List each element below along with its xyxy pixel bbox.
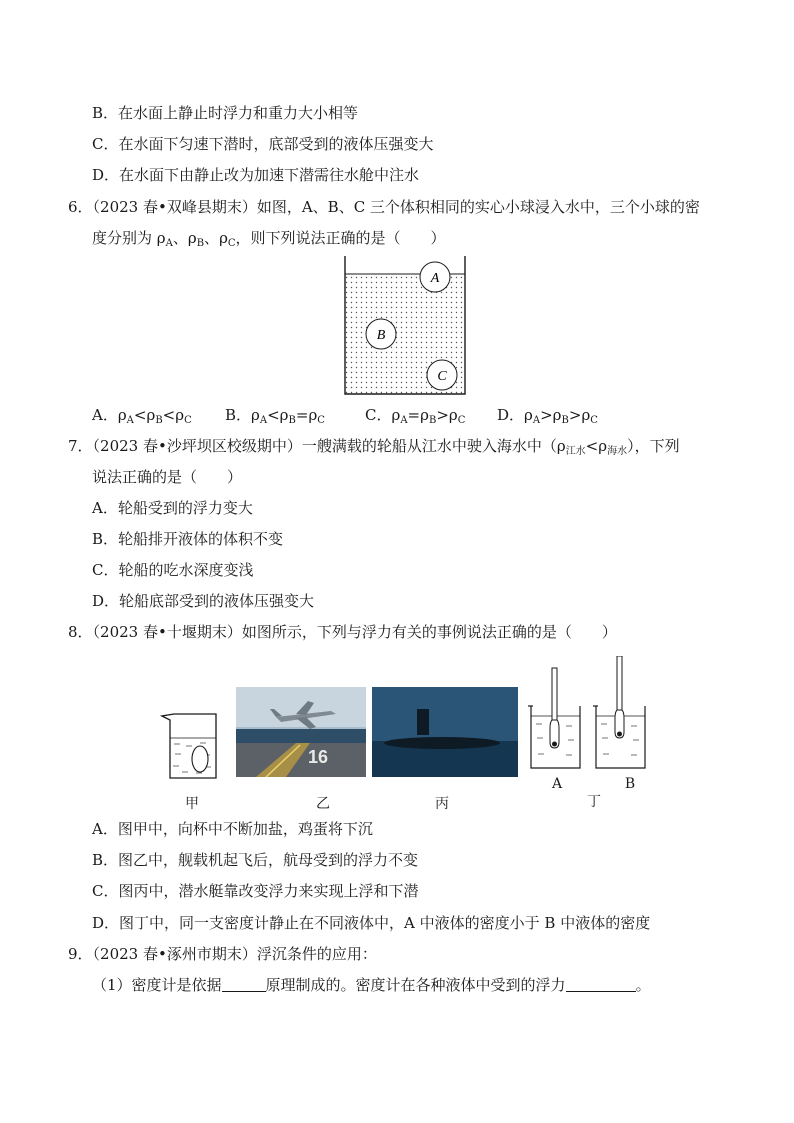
q7-stem-line1: 7．（2023 春•沙坪坝区校级期中）一艘满载的轮船从江水中驶入海水中$(\rho_{江水}<\rho_{海水})$，下列 xyxy=(68,437,680,457)
q7-option-a: A．轮船受到的浮力变大 xyxy=(92,499,253,517)
ball-b-label: B xyxy=(376,328,386,343)
q7-option-c: C．轮船的吃水深度变浅 xyxy=(92,561,254,579)
q6-option-c: C．$\rho_A=\rho_B>\rho_C$ xyxy=(365,406,466,426)
fig-ding-label-b: B xyxy=(624,776,636,792)
q6-stem-line1: 6．（2023 春•双峰县期末）如图，A、B、C 三个体积相同的实心小球浸入水中，三个小球的密 xyxy=(68,198,700,216)
hydrometer-b xyxy=(615,656,624,738)
caption-jia: 甲 xyxy=(185,796,199,812)
egg-icon xyxy=(192,746,208,772)
q8-option-b: B．图乙中，舰载机起飞后，航母受到的浮力不变 xyxy=(92,851,419,869)
q8-stem: 8．（2023 春•十堰期末）如图所示，下列与浮力有关的事例说法正确的是（ ） xyxy=(68,623,617,641)
fig-ding-label-a: A xyxy=(551,776,563,792)
q8-option-c: C．图丙中，潜水艇靠改变浮力来实现上浮和下潜 xyxy=(92,882,419,900)
q9-stem: 9．（2023 春•涿州市期末）浮沉条件的应用： xyxy=(68,945,377,963)
q6-option-a: A．$\rho_A<\rho_B<\rho_C$ xyxy=(92,406,192,426)
q7-option-b: B．轮船排开液体的体积不变 xyxy=(92,530,284,548)
q5-option-d: D．在水面下由静止改为加速下潜需往水舱中注水 xyxy=(92,166,420,184)
q9-blank-2[interactable] xyxy=(566,977,636,992)
ball-c-label: C xyxy=(437,369,447,384)
q7-option-d: D．轮船底部受到的液体压强变大 xyxy=(92,592,315,610)
q6-option-d: D．$\rho_A>\rho_B>\rho_C$ xyxy=(497,406,598,426)
q7-stem-line2: 说法正确的是（ ） xyxy=(92,468,243,486)
q5-option-b: B．在水面上静止时浮力和重力大小相等 xyxy=(92,104,359,122)
q5-option-c: C．在水面下匀速下潜时，底部受到的液体压强变大 xyxy=(92,135,434,153)
hydrometer-a xyxy=(550,668,559,748)
fig-ding-hydrometers xyxy=(528,656,648,791)
fig-jia-beaker-egg xyxy=(160,710,220,780)
q8-option-d: D．图丁中，同一支密度计静止在不同液体中，A 中液体的密度小于 B 中液体的密度 xyxy=(92,914,651,932)
ball-a-label: A xyxy=(430,271,440,286)
fig-yi-carrier-jet-photo xyxy=(236,687,366,777)
q6-stem-line2: 度分别为 $\rho_A$、$\rho_B$、$\rho_C$，则下列说法正确的是（ ） xyxy=(92,229,446,249)
q6-option-b: B．$\rho_A<\rho_B=\rho_C$ xyxy=(225,406,325,426)
fig-bing-submarine-photo xyxy=(372,687,518,777)
deck-number xyxy=(308,747,328,767)
q9-blank-1[interactable] xyxy=(222,977,266,992)
q9-part1: （1）密度计是依据 原理制成的。密度计在各种液体中受到的浮力 。 xyxy=(92,976,651,994)
caption-yi: 乙 xyxy=(316,796,330,812)
q8-option-a: A．图甲中，向杯中不断加盐，鸡蛋将下沉 xyxy=(92,820,373,838)
q6-beaker-figure xyxy=(340,256,470,398)
caption-bing: 丙 xyxy=(435,796,449,812)
deck-number-text: 16 xyxy=(308,747,329,767)
caption-ding: 丁 xyxy=(587,794,601,810)
